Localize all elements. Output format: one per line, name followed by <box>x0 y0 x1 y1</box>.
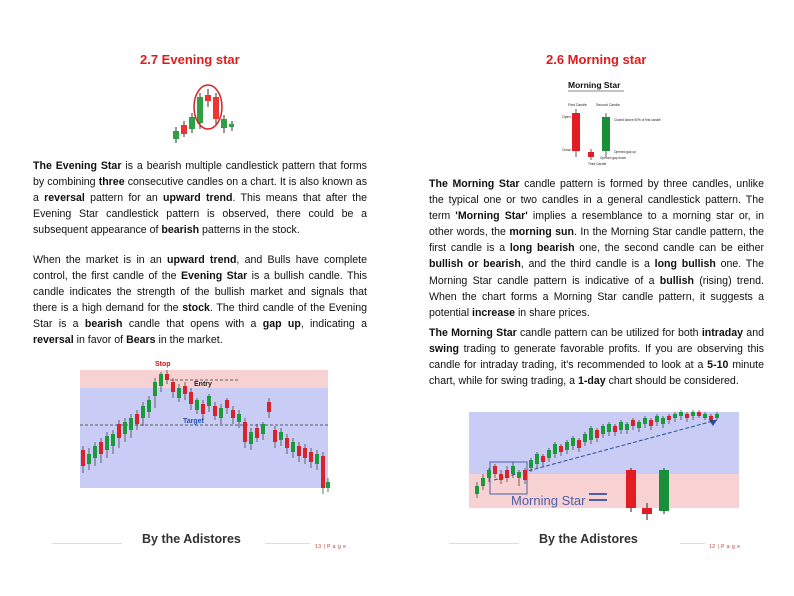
evening-star-paragraph-1: The Evening Star is a bearish multiple candlestick pattern that forms by combining three consecutive candles on a chart. It is also known as a reversal pattern for an upward trend. This means that after the Evening Star candlestick pattern is observed, there could be a subsequent appearance of bearish patterns in the stock. <box>33 160 367 237</box>
morning-star-chart-label: Morning Star <box>511 493 586 508</box>
right-footer-rule-right <box>680 543 705 544</box>
evening-star-chart <box>80 358 330 503</box>
evening-star-icon <box>168 83 238 149</box>
diagram-heading: Morning Star <box>568 80 621 90</box>
evening-star-icon-candles <box>173 89 234 143</box>
second-candle-label: Second Candle <box>596 103 620 107</box>
morning-star-title: 2.6 Morning star <box>546 52 647 67</box>
third-candle-label: Third Candle <box>588 162 607 166</box>
left-footer-author: By the Adistores <box>142 532 241 546</box>
target-label: Target <box>183 418 204 425</box>
evening-star-title: 2.7 Evening star <box>140 52 240 67</box>
first-candle-label: First Candle <box>568 103 587 107</box>
right-page <box>397 0 794 596</box>
left-footer-rule-right <box>265 543 310 544</box>
left-page-number: 13 | P a g e <box>315 544 347 550</box>
right-footer-rule-left <box>449 543 519 544</box>
right-footer-author: By the Adistores <box>539 532 638 546</box>
morning-star-diagram <box>562 77 692 169</box>
left-footer-rule-left <box>52 543 122 544</box>
closed-above-label: Closed above 50% of first candle <box>614 118 661 122</box>
morning-star-chart <box>469 408 741 525</box>
candle <box>321 452 325 494</box>
morning-star-paragraph-2: The Morning Star candle pattern can be utilized for both intraday and swing trading to generate favorable profits. If you are observing this candle for intraday trading, it's recommended to look at a 5-10 minute chart, while for swing trading, a 1-day chart should be considered. <box>429 327 764 388</box>
evening-star-paragraph-2: When the market is in an upward trend, and Bulls have complete control, the first candle of the Evening Star is a bullish candle. This candle indicates the strength of the bullish market and signals that there is a high demand for the stock. The third candle of the Evening Star is a bearish candle that opens with a gap up, indicating a reversal in favor of Bears in the market. <box>33 254 367 347</box>
right-page-number: 12 | P a g e <box>709 544 741 550</box>
open-label: Open <box>562 115 571 119</box>
entry-label: Entry <box>194 381 212 388</box>
opened-gap-up-label: Opened gap up <box>614 150 636 154</box>
stop-label: Stop <box>155 361 171 368</box>
morning-star-paragraph-1: The Morning Star candle pattern is formed by three candles, unlike the typical one or two candles in a general candlestick pattern. The term 'Morning Star' implies a resemblance to a morning star or, in other words, the morning sun. In the Morning Star candle pattern, the first candle is a long bearish one, the second candle can be either bullish or bearish, and the third candle is a long bullish one. The Morning Star candle pattern is indicative of a bullish (rising) trend. When the chart forms a Morning Star candle pattern, it suggests a potential increase in share prices. <box>429 178 764 319</box>
opened-gap-down-label: Opened gap down <box>600 156 627 160</box>
close-label: Close <box>562 148 571 152</box>
